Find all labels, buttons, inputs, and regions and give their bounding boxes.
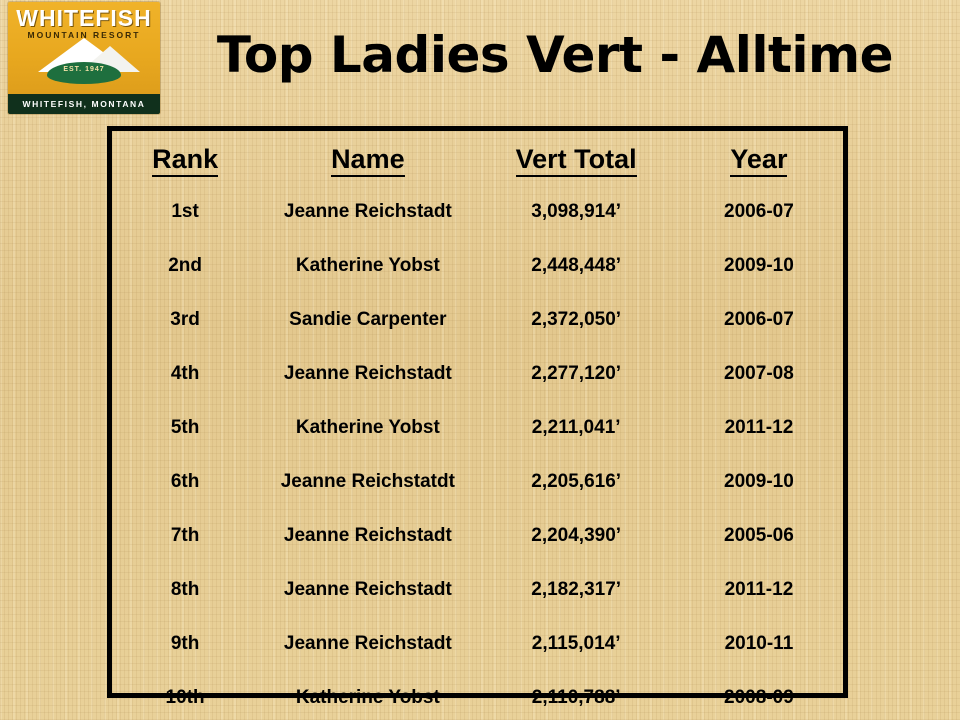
table-row [112,401,843,455]
cell-name: Jeanne Reichstadt [283,201,452,222]
table-header-row [112,131,843,185]
cell-name: Jeanne Reichstadt [283,525,452,546]
cell-year: 2011-12 [724,417,794,438]
cell-rank: 9th [170,633,200,654]
cell-vert-total: 2,372,050’ [531,309,622,330]
cell-rank: 6th [170,471,200,492]
logo-established: EST. 1947 [63,66,105,73]
table-row [112,239,843,293]
cell-year: 2005-06 [724,525,794,546]
cell-rank: 1st [171,201,199,222]
cell-vert-total: 2,205,616’ [531,471,622,492]
cell-vert-total: 3,098,914’ [531,201,622,222]
cell-name: Jeanne Reichstadt [283,363,452,384]
cell-year: 2011-12 [724,579,794,600]
logo-location: WHITEFISH, MONTANA [8,94,160,114]
cell-rank: 4th [170,363,200,384]
table-row [112,185,843,239]
column-header-vert-total-label: Vert Total [516,144,637,177]
leaderboard-table [112,131,843,725]
cell-rank: 10th [165,687,205,708]
cell-name: Sandie Carpenter [289,309,447,330]
cell-vert-total: 2,110,788’ [531,687,621,708]
cell-vert-total: 2,211,041’ [531,417,621,438]
cell-year: 2009-10 [724,255,794,276]
table-row [112,293,843,347]
column-header-name-label: Name [331,144,405,177]
cell-year: 2009-10 [724,471,794,492]
cell-year: 2006-07 [724,309,794,330]
cell-year: 2008-09 [724,687,794,708]
table-row [112,617,843,671]
cell-name: Katherine Yobst [295,687,440,708]
cell-name: Jeanne Reichstadt [283,633,452,654]
table-row [112,509,843,563]
logo-subtitle: MOUNTAIN RESORT [27,30,141,40]
logo-title: WHITEFISH [16,5,152,31]
cell-name: Katherine Yobst [295,255,440,276]
cell-rank: 2nd [168,255,202,276]
column-header-year-label: Year [730,144,787,177]
table-row [112,347,843,401]
leaderboard-container [107,126,848,708]
page-title: Top Ladies Vert - Alltime [216,26,894,84]
cell-vert-total: 2,204,390’ [531,525,622,546]
cell-name: Jeanne Reichstatdt [280,471,455,492]
cell-vert-total: 2,182,317’ [531,579,622,600]
cell-rank: 7th [170,525,200,546]
whitefish-mountain-resort-logo [8,2,160,114]
table-row [112,671,843,725]
table-row [112,455,843,509]
column-header-name [258,131,477,185]
cell-year: 2006-07 [724,201,794,222]
column-header-rank-label: Rank [152,144,218,177]
cell-name: Katherine Yobst [295,417,440,438]
cell-rank: 8th [170,579,200,600]
cell-vert-total: 2,448,448’ [531,255,622,276]
table-row [112,563,843,617]
column-header-year [675,131,843,185]
cell-year: 2010-11 [724,633,794,654]
cell-rank: 3rd [170,309,200,330]
column-header-vert-total [477,131,674,185]
cell-vert-total: 2,277,120’ [531,363,622,384]
cell-year: 2007-08 [724,363,794,384]
cell-name: Jeanne Reichstadt [283,579,452,600]
cell-rank: 5th [170,417,200,438]
column-header-rank [112,131,258,185]
cell-vert-total: 2,115,014’ [531,633,621,654]
